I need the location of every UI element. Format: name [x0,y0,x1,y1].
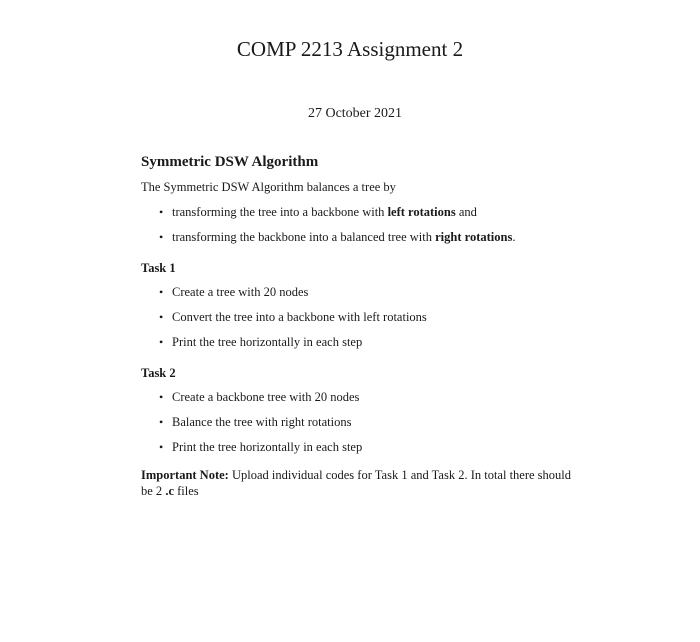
task1-heading: Task 1 [141,261,176,275]
bullet-icon: • [159,335,164,349]
bullet-icon: • [159,310,164,324]
list-item-bold: left rotations [387,205,456,219]
list-item-text: transforming the backbone into a balanced tree with [172,230,436,244]
list-item [141,309,581,325]
list-item-text: Balance the tree with right rotations [172,415,352,429]
section-heading: Symmetric DSW Algorithm [141,154,319,170]
important-note-text-end: files [174,484,199,498]
task1-list [141,284,581,350]
list-item [141,414,581,430]
list-item-text: Print the tree horizontally in each step [172,440,363,454]
important-note-text: Upload individual codes for Task 1 and Task 2. In total there should be 2 [141,468,572,498]
important-note-label: Important Note: [141,468,229,482]
bullet-icon: • [159,390,164,404]
document-date: 27 October 2021 [307,106,403,121]
task2-list [141,389,581,455]
list-item-text: transforming the tree into a backbone with [172,205,388,219]
section-intro: The Symmetric DSW Algorithm balances a tree by [141,180,396,194]
list-item-text: Create a tree with 20 nodes [172,285,309,299]
list-item [141,284,581,300]
document-body [141,152,581,499]
list-item-text: Convert the tree into a backbone with left rotations [172,310,427,324]
list-item [141,334,581,350]
list-item [141,439,581,455]
list-item-bold: right rotations [435,230,513,244]
list-item-text: Print the tree horizontally in each step [172,335,363,349]
bullet-icon: • [159,285,164,299]
document-title: COMP 2213 Assignment 2 [236,37,464,61]
task2-heading: Task 2 [141,366,176,380]
list-item-text: . [512,230,516,244]
bullet-icon: • [159,205,164,219]
file-extension: .c [165,484,174,498]
list-item-text: Create a backbone tree with 20 nodes [172,390,360,404]
list-item [141,389,581,405]
list-item-text: and [455,205,477,219]
bullet-icon: • [159,415,164,429]
list-item [141,229,581,245]
important-note [141,467,581,499]
list-item [141,204,581,220]
bullet-icon: • [159,440,164,454]
bullet-icon: • [159,230,164,244]
algorithm-steps-list [141,204,581,245]
